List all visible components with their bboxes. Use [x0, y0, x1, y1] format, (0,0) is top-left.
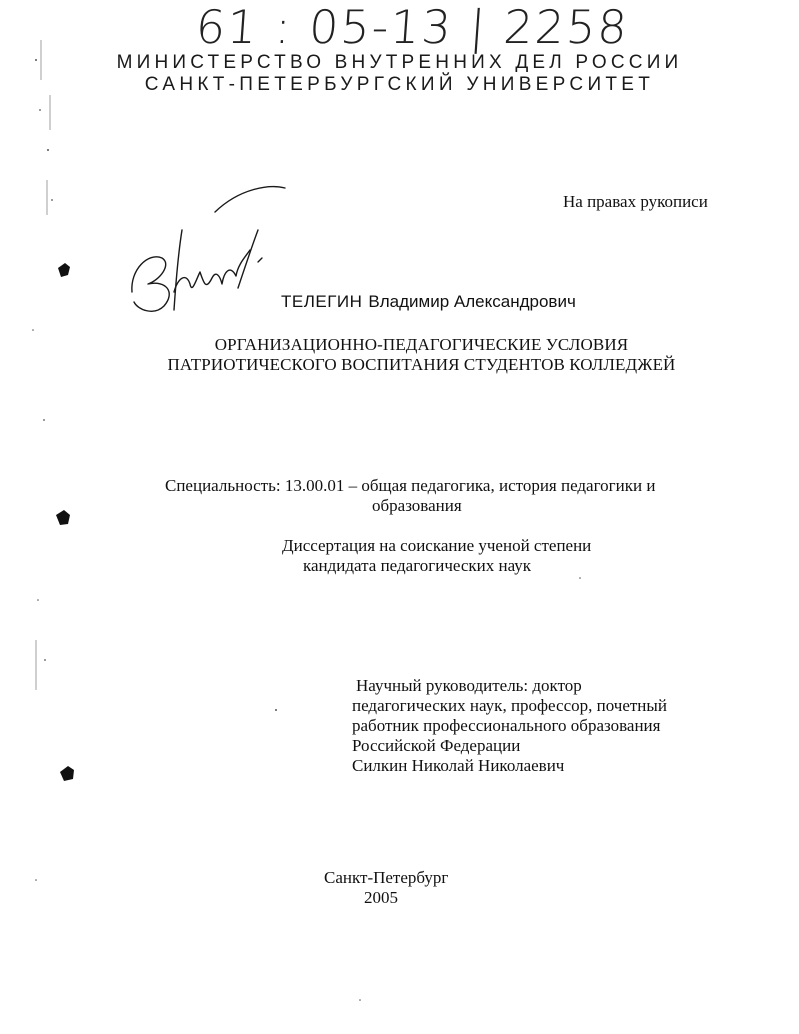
hole-mark-1 — [58, 263, 70, 277]
supervisor-name: Силкин Николай Николаевич — [352, 756, 565, 775]
supervisor-line-4: Российской Федерации — [352, 736, 521, 755]
archive-number: 61 : 05-13 | 2258 — [194, 0, 631, 54]
specialty-line-1: Специальность: 13.00.01 – общая педагогика, история педагогики и — [165, 476, 656, 495]
year: 2005 — [364, 888, 398, 907]
dissertation-title-line-2: ПАТРИОТИЧЕСКОГО ВОСПИТАНИЯ СТУДЕНТОВ КОЛЛЕДЖЕЙ — [167, 355, 676, 374]
handwritten-signature — [120, 180, 300, 330]
hole-mark-2 — [56, 510, 70, 525]
ministry-name: МИНИСТЕРСТВО ВНУТРЕННИХ ДЕЛ РОССИИ — [116, 52, 683, 73]
city: Санкт-Петербург — [324, 868, 449, 887]
rights-note: На правах рукописи — [563, 192, 708, 211]
supervisor-line-3: работник профессионального образования — [352, 716, 661, 735]
dissertation-title-line-1: ОРГАНИЗАЦИОННО-ПЕДАГОГИЧЕСКИЕ УСЛОВИЯ — [214, 335, 629, 354]
author-name — [281, 292, 576, 312]
degree-line-1: Диссертация на соискание ученой степени — [282, 536, 592, 555]
supervisor-line-2: педагогических наук, профессор, почетный — [352, 696, 667, 715]
university-name: САНКТ-ПЕТЕРБУРГСКИЙ УНИВЕРСИТЕТ — [144, 74, 655, 95]
author-surname: ТЕЛЕГИН — [281, 292, 363, 311]
supervisor-line-1: Научный руководитель: доктор — [356, 676, 582, 695]
specialty-line-2: образования — [372, 496, 462, 515]
hole-mark-3 — [60, 766, 74, 781]
author-given-names: Владимир Александрович — [368, 292, 576, 311]
degree-line-2: кандидата педагогических наук — [303, 556, 532, 575]
